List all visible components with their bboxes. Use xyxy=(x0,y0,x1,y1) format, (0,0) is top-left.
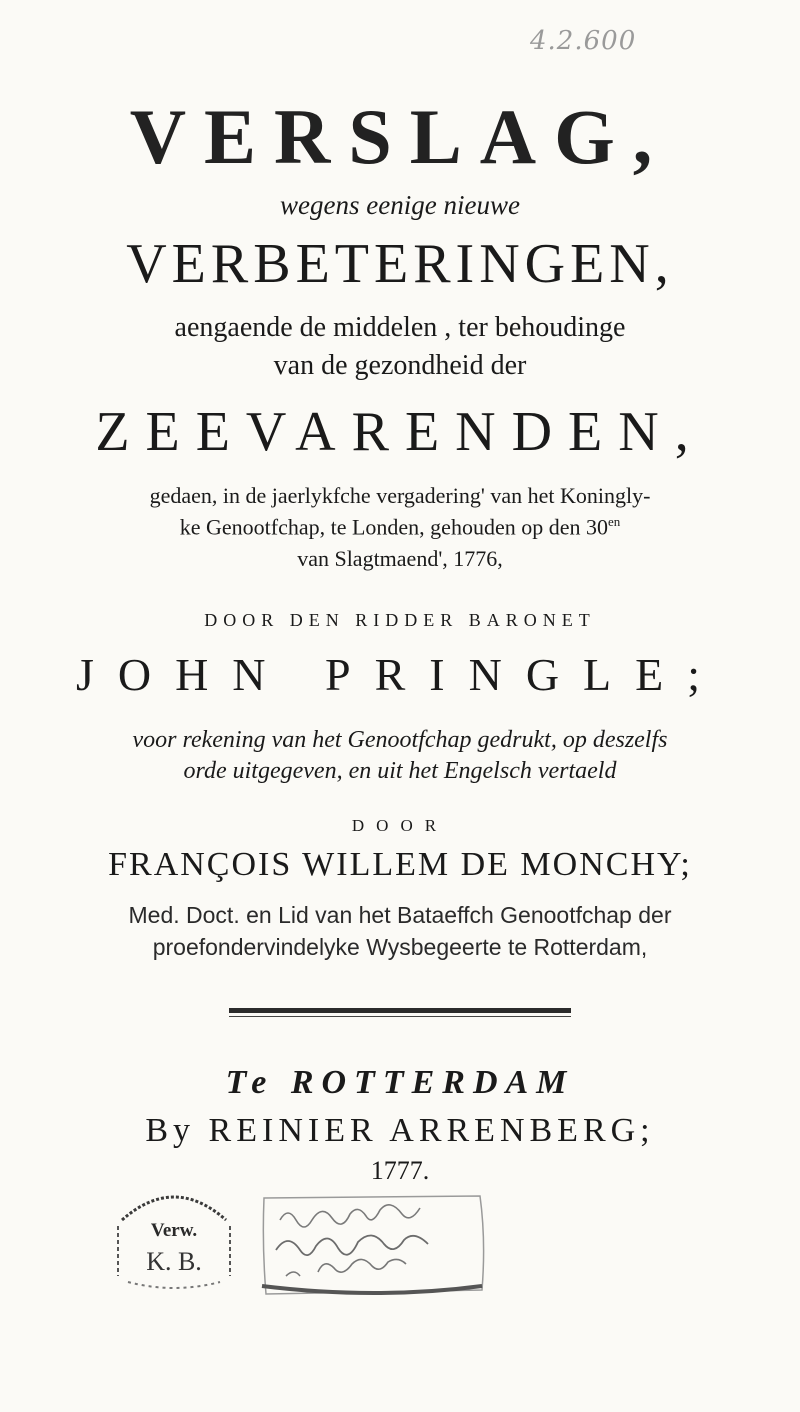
occasion-line-3: van Slagtmaend', 1776, xyxy=(297,546,503,571)
edition-line-2: orde uitgegeven, en uit het Engelsch vertaeld xyxy=(183,758,617,784)
stamp-line-2: K. B. xyxy=(146,1247,202,1276)
title-health-line: van de gezondheid der xyxy=(273,350,527,381)
handwritten-signature xyxy=(256,1190,488,1298)
imprint-printer: By REINIER ARRENBERG; xyxy=(145,1112,655,1149)
divider-thin xyxy=(229,1016,571,1017)
imprint-year: 1777. xyxy=(370,1156,430,1185)
occasion-line-1: gedaen, in de jaerlykfche vergadering' van het Koningly- xyxy=(149,483,651,508)
title-verbeteringen: VERBETERINGEN, xyxy=(126,233,674,295)
divider-thick xyxy=(229,1008,571,1013)
stamp-line-1: Verw. xyxy=(150,1220,198,1241)
edition-line-1: voor rekening van het Genootfchap gedrukt, op deszelfs xyxy=(132,727,668,753)
imprint-place: Te ROTTERDAM xyxy=(225,1064,575,1101)
title-verslag: VERSLAG, xyxy=(129,93,671,180)
translator-credentials-2: proefondervindelyke Wysbegeerte te Rotterdam, xyxy=(152,934,648,960)
title-subline: wegens eenige nieuwe xyxy=(280,190,520,220)
occasion-line-2-text: ke Genootfchap, te Londen, gehouden op den 30 xyxy=(179,514,608,540)
translator-by: DOOR xyxy=(351,816,449,835)
translator-name: FRANÇOIS WILLEM DE MONCHY; xyxy=(108,846,692,883)
occasion-line-2 xyxy=(0,514,800,540)
title-zeevarenden: ZEEVARENDEN, xyxy=(95,401,705,463)
author-name: JOHN PRINGLE; xyxy=(75,649,725,700)
translator-credentials-1: Med. Doct. en Lid van het Bataeffch Genootfchap der xyxy=(128,902,672,928)
author-by: DOOR DEN RIDDER BARONET xyxy=(204,610,596,630)
title-means-line: aengaende de middelen , ter behoudinge xyxy=(174,312,626,343)
library-stamp xyxy=(108,1180,240,1290)
occasion-superscript: en xyxy=(607,514,621,529)
shelfmark: 4.2.600 xyxy=(530,26,637,56)
